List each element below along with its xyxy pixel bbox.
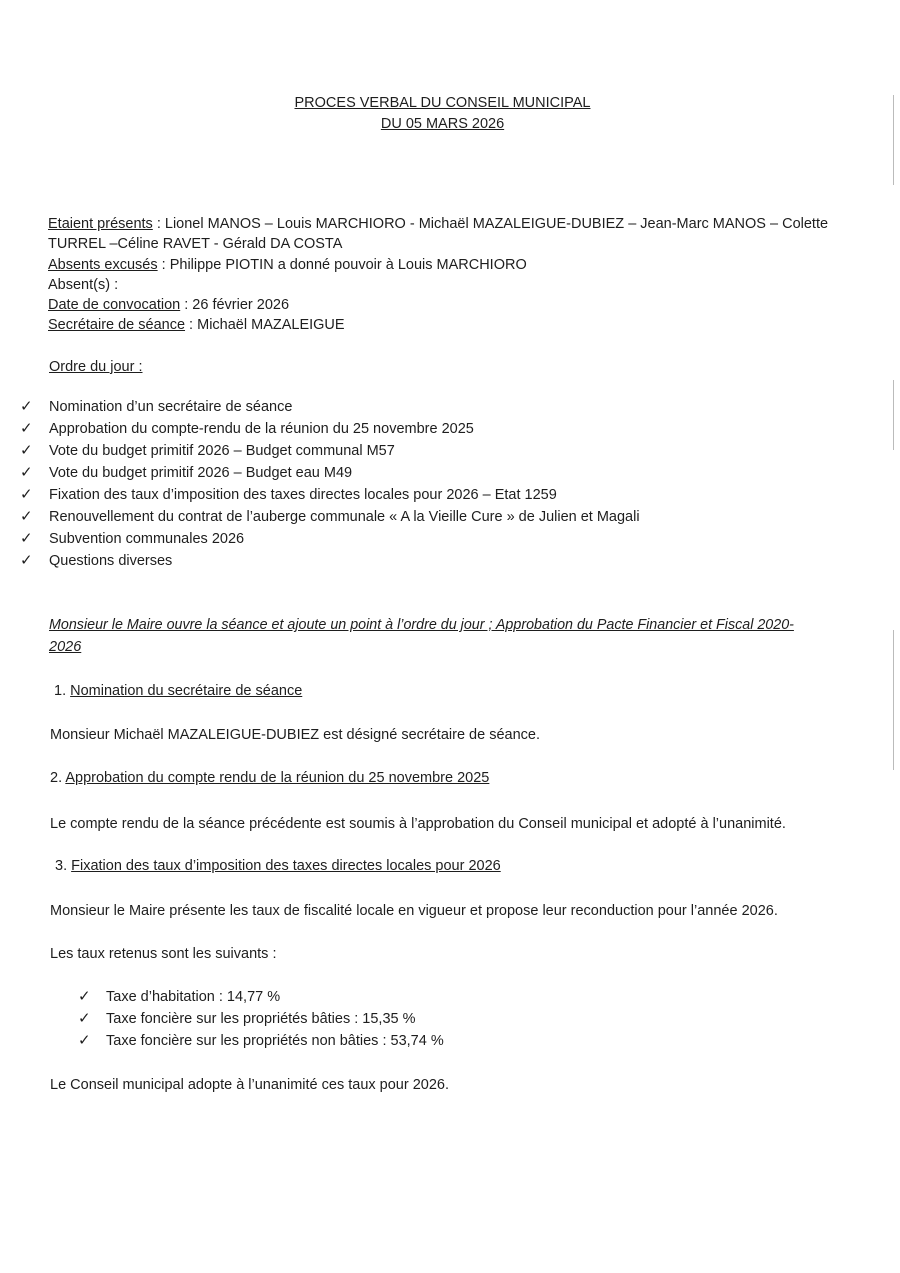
convocation-label: Date de convocation — [48, 297, 181, 313]
section-3-conclusion: Le Conseil municipal adopte à l’unanimité ces taux pour 2026. — [50, 1077, 449, 1093]
section-2-title: Approbation du compte rendu de la réunion du 25 novembre 2025 — [65, 770, 490, 786]
rate-item: Taxe foncière sur les propriétés non bâties : 53,74 % — [106, 1033, 444, 1049]
present-line — [48, 214, 828, 234]
scan-artifact — [893, 630, 894, 770]
convocation-value: : 26 février 2026 — [180, 297, 290, 313]
rates-intro: Les taux retenus sont les suivants : — [50, 946, 277, 962]
section-2-number: 2. — [50, 770, 63, 786]
section-3-body: Monsieur le Maire présente les taux de fiscalité locale en vigueur et propose leur reconduction pour l’année 2026. — [50, 903, 778, 919]
section-1-body: Monsieur Michaël MAZALEIGUE-DUBIEZ est désigné secrétaire de séance. — [50, 727, 540, 743]
check-icon: ✓ — [20, 464, 33, 481]
section-3-heading — [55, 856, 501, 876]
secretary-label: Secrétaire de séance — [48, 317, 186, 333]
agenda-item: Questions diverses — [49, 553, 173, 569]
present-line-2: TURREL –Céline RAVET - Gérald DA COSTA — [48, 236, 343, 252]
check-icon: ✓ — [78, 988, 91, 1005]
agenda-item: Approbation du compte-rendu de la réunion du 25 novembre 2025 — [49, 421, 474, 437]
excused-line — [48, 255, 527, 275]
section-3-title: Fixation des taux d’imposition des taxes directes locales pour 2026 — [71, 858, 501, 874]
check-icon: ✓ — [20, 530, 33, 547]
rate-item: Taxe foncière sur les propriétés bâties : 15,35 % — [106, 1011, 416, 1027]
section-1-title: Nomination du secrétaire de séance — [70, 683, 303, 699]
section-2-body: Le compte rendu de la séance précédente est soumis à l’approbation du Conseil municipal et adopté à l’unanimité. — [50, 816, 786, 832]
excused-value: : Philippe PIOTIN a donné pouvoir à Louis MARCHIORO — [157, 257, 527, 273]
section-1-number: 1. — [54, 683, 67, 699]
intro-line-1: Monsieur le Maire ouvre la séance et ajoute un point à l’ordre du jour ; Approbation du Pacte Financier et Fiscal 2020- — [49, 617, 794, 633]
check-icon: ✓ — [20, 442, 33, 459]
secretary-value: : Michaël MAZALEIGUE — [185, 317, 345, 333]
agenda-heading: Ordre du jour : — [49, 359, 143, 375]
title-line-1: PROCES VERBAL DU CONSEIL MUNICIPAL — [294, 95, 591, 111]
rate-item: Taxe d’habitation : 14,77 % — [106, 989, 281, 1005]
check-icon: ✓ — [20, 398, 33, 415]
intro-line-2: 2026 — [49, 639, 82, 655]
present-names: : Lionel MANOS – Louis MARCHIORO - Michaël MAZALEIGUE-DUBIEZ – Jean-Marc MANOS – Colette — [152, 216, 829, 232]
section-1-heading — [54, 681, 302, 701]
agenda-item: Fixation des taux d’imposition des taxes directes locales pour 2026 – Etat 1259 — [49, 487, 557, 503]
check-icon: ✓ — [20, 552, 33, 569]
check-icon: ✓ — [20, 420, 33, 437]
excused-label: Absents excusés — [48, 257, 158, 273]
check-icon: ✓ — [20, 508, 33, 525]
check-icon: ✓ — [78, 1032, 91, 1049]
convocation-line — [48, 295, 289, 315]
absent-line: Absent(s) : — [48, 277, 119, 293]
document-title — [0, 93, 885, 135]
scan-artifact — [893, 95, 894, 185]
check-icon: ✓ — [20, 486, 33, 503]
section-3-number: 3. — [55, 858, 68, 874]
scan-artifact — [893, 380, 894, 450]
agenda-item: Subvention communales 2026 — [49, 531, 245, 547]
agenda-item: Vote du budget primitif 2026 – Budget communal M57 — [49, 443, 395, 459]
agenda-item: Renouvellement du contrat de l’auberge communale « A la Vieille Cure » de Julien et Magali — [49, 509, 640, 525]
present-label: Etaient présents — [48, 216, 153, 232]
check-icon: ✓ — [78, 1010, 91, 1027]
secretary-line — [48, 315, 345, 335]
agenda-item: Vote du budget primitif 2026 – Budget eau M49 — [49, 465, 353, 481]
agenda-item: Nomination d’un secrétaire de séance — [49, 399, 293, 415]
section-2-heading — [50, 768, 489, 788]
title-line-2: DU 05 MARS 2026 — [380, 116, 505, 132]
